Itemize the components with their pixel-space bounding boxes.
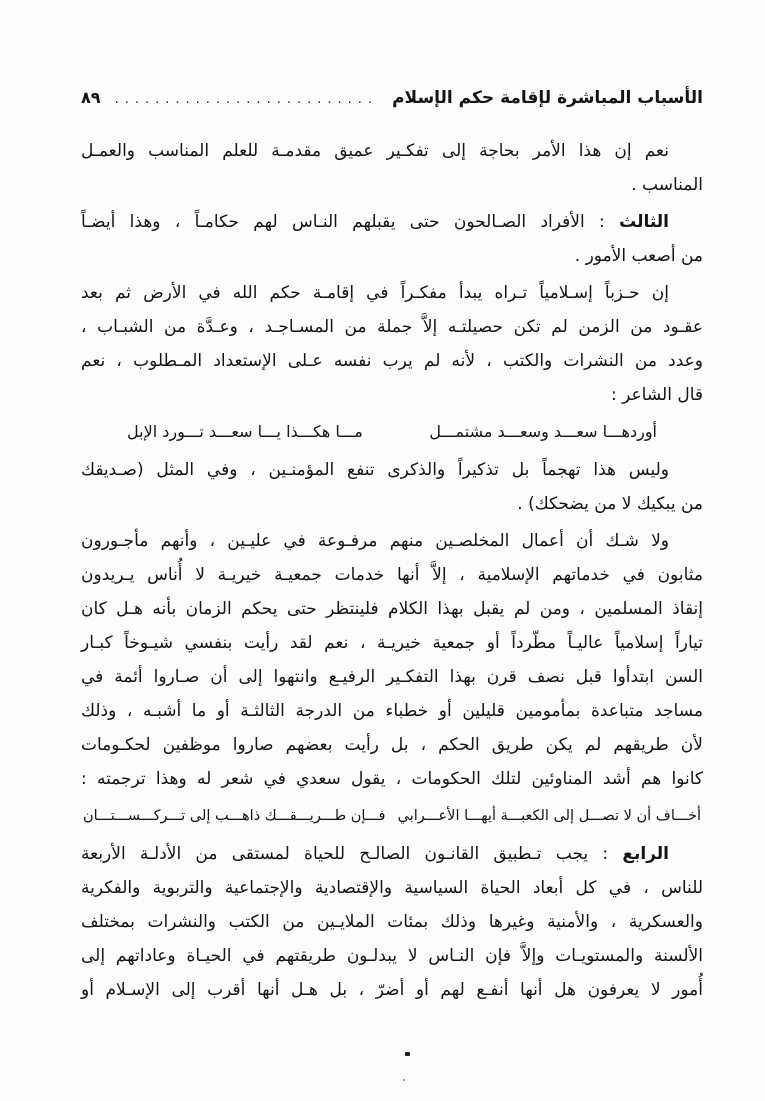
chapter-title: الأسباب المباشرة لإقامة حكم الإسلام: [392, 88, 703, 108]
hemistich-right: أوردهـــا سعـــد وسعـــد مشتمـــل: [429, 422, 657, 441]
text-line: إنقاذ المسلمين ، ومن لم يقبل بهذا الكلام فلينتظر حتى يحكم الزمان بأنه هـل كان: [81, 599, 703, 619]
hemistich-left: فـــإن طـــريـــقـــك ذاهـــب إلى تـــركـــســـتـــان: [83, 808, 386, 824]
text-line: نعم إن هذا الأمر بحاجة إلى تفكـير عميق مقدمـة للعلم المناسب والعمـل: [81, 141, 669, 161]
running-header: [81, 88, 703, 108]
poetry-verse-2: [81, 799, 703, 833]
text-line: [81, 837, 703, 871]
text-span: : يجب تـطبيق القانـون الصالـح للحياة لمستقى من الأدلـة الأربعة: [81, 844, 623, 864]
page-content: [81, 88, 703, 1010]
text-line: ولا شـك أن أعمال المخلصـين منهم مرفـوعة في عليـين ، وأنهم مأجـورون: [81, 531, 669, 551]
text-line: وعدد من النشرات والكتب ، لأنه لم يرب نفسه عـلى الإستعداد المـطلوب ، نعم: [81, 351, 703, 371]
text-line: قال الشاعر :: [611, 385, 703, 405]
text-line: للناس ، في كل أبعاد الحياة السياسية والإقتصادية والإجتماعية والتربوية والفكرية: [81, 878, 703, 898]
text-line: [81, 205, 703, 239]
paragraph-4: [81, 453, 703, 521]
paragraph-lead-word: الثالث: [619, 212, 669, 232]
leader-dots: ..........................: [114, 92, 379, 107]
hemistich-right: أخـــاف أن لا تصـــل إلى الكعبـــة أيهـــا الأعـــرابي: [397, 808, 701, 824]
text-line: إن حـزباً إسـلامياً تـراه يبدأ مفكـراً في إقامـة حكم الله في الأرض ثم بعد: [81, 283, 669, 303]
ink-speck: [403, 1079, 405, 1081]
poetry-verse-1: [81, 415, 703, 449]
paragraph-3: [81, 276, 703, 412]
text-line: من يبكيك لا من يضحكك) .: [517, 494, 703, 514]
text-span: : الأفراد الصـالحون حتى يقبلهم النـاس لهم حكامـاً ، وهذا أيضـاً: [81, 212, 620, 232]
paragraph-2: [81, 205, 703, 273]
text-line: الألسنة والمستويـات وإلاَّ فإن النـاس لا يبدلـون طريقتهم في الحيـاة وعاداتهم إلى: [81, 946, 703, 966]
text-line: كانوا هم أشد المناوئين لتلك الحكومات ، يقول سعدي في شعر له وهذا ترجمته :: [81, 769, 703, 789]
text-line: وليس هذا تهجماً بل تذكيراً والذكرى تنفع المؤمنـين ، وفي المثل (صـديقك: [81, 460, 669, 480]
page-number: ٨٩: [81, 88, 101, 107]
ink-speck: [405, 1052, 410, 1056]
text-line: لأن طريقهم لم يكن طريق الحكم ، بل رأيت بعضهم صاروا موظفين لحكـومات: [81, 735, 703, 755]
text-line: من أصعب الأمور .: [574, 246, 703, 266]
paragraph-5: [81, 524, 703, 796]
text-line: المناسب .: [631, 175, 703, 195]
paragraph-lead-word: الرابع: [622, 844, 669, 864]
paragraph-6: [81, 837, 703, 1007]
text-line: السن ابتدأوا قبل نصف قرن بهذا التفكـير الرفيـع وانتهوا إلى أن صـاروا أئمة في: [81, 667, 703, 687]
text-line: مساجد متباعدة بمأمومين قليلين أو خطباء من الدرجة الثالثـة أو ما أشبـه ، وذلك: [81, 701, 703, 721]
text-line: والعسكرية ، والأمنية وغيرها وذلك بمئات الملايـين من الكتب والنشرات بمختلف: [81, 912, 703, 932]
paragraph-1: [81, 134, 703, 202]
text-line: أُمور لا يعرفون هل أنها أنفـع لهم أو أضرّ ، بل هـل أنها أقرب إلى الإسـلام أو: [81, 980, 703, 1000]
text-line: تياراً إسلامياً عاليـاً مطّرداً أو جمعية خيريـة ، نعم لقد رأيت بنفسي شيـوخاً كبـار: [81, 633, 703, 653]
text-line: عقـود من الزمن لم تكن حصيلتـه إلاَّ جملة من المسـاجـد ، وعـدَّة من الشبـاب ،: [81, 317, 703, 337]
text-line: مثابون في خدماتهم الإسلامية ، إلاَّ أنها خدمات جمعيـة خيريـة لا أُناس يـريدون: [81, 565, 703, 585]
hemistich-left: مـــا هكـــذا يـــا سعـــد تـــورد الإبل: [127, 422, 363, 441]
